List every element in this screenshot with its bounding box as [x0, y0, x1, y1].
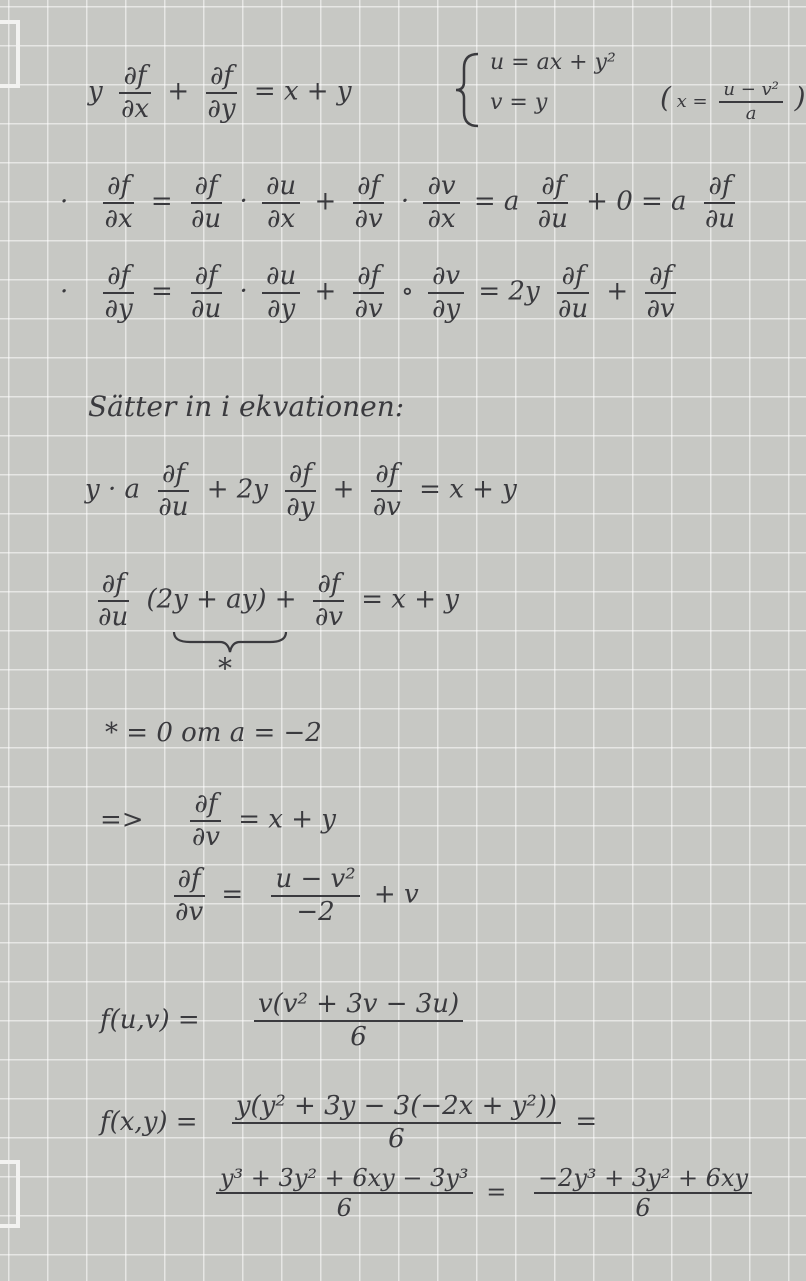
chain-x-t1: $\frac{\partial f}{\partial u}$: [190, 171, 222, 234]
chain-y-line: · $\frac{\partial f}{\partial y}$ = $\frac{\partial f}{\partial u}$ · $\frac{\partial u}{\partial y}$ + $\frac{\partial f}{\partial v}$ ∘ $\frac{\partial v}{\partial y}$ = 2y $\frac{\partial f}{\partial u}$ + $\frac{\partial f}{\partial v}$: [60, 262, 685, 323]
fuv-frac: $\frac{\text{v(v² + 3v − 3u)}}{6}$: [254, 990, 463, 1051]
fuv-line: f(u,v) = $\frac{\text{v(v² + 3v − 3u)}}{6}$: [100, 990, 469, 1051]
section-heading: Sätter in i ekvationen:: [88, 390, 405, 423]
chain-y-t5: $\frac{\partial f}{\partial u}$: [557, 261, 589, 324]
x-inverse-frac: $\frac{\text{u − v²}}{a}$: [719, 80, 783, 124]
final-line: $\frac{\text{y³ + 3y² + 6xy − 3y³}}{6}$ = $\frac{\text{−2y³ + 3y² + 6xy}}{6}$: [210, 1165, 758, 1222]
sub2-paren: (2y + ay): [146, 584, 267, 615]
chain-y-lhs: $\frac{\partial f}{\partial y}$: [104, 261, 133, 324]
sub1-line: y · a $\frac{\partial f}{\partial u}$ + 2y $\frac{\partial f}{\partial y}$ + $\frac{\partial f}{\partial v}$ = x + y: [85, 459, 517, 522]
underbrace-star: *: [218, 652, 232, 685]
paper-edge-bottom: [0, 1160, 20, 1228]
chain-x-t6: $\frac{\partial f}{\partial u}$: [704, 171, 736, 234]
sub1-f1: $\frac{\partial f}{\partial u}$: [158, 459, 189, 522]
chain-x-line: · $\frac{\partial f}{\partial x}$ = $\frac{\partial f}{\partial u}$ · $\frac{\partial u}{\partial x}$ + $\frac{\partial f}{\partial v}$ · $\frac{\partial v}{\partial x}$ = a $\frac{\partial f}{\partial u}$ + 0 = a $\frac{\partial f}{\partial u}$: [60, 172, 745, 233]
chain-x-t3: $\frac{\partial f}{\partial v}$: [354, 171, 383, 234]
final-frac-2: $\frac{\text{−2y³ + 3y² + 6xy}}{6}$: [534, 1165, 752, 1222]
impl1-line: => $\frac{\partial f}{\partial v}$ = x + y: [100, 789, 336, 852]
chain-y-t1: $\frac{\partial f}{\partial u}$: [191, 261, 222, 324]
chain-y-t2: $\frac{\partial u}{\partial y}$: [262, 262, 300, 323]
impl2-frac: $\frac{\partial f}{\partial v}$: [175, 864, 204, 927]
chain-x-t5: $\frac{\partial f}{\partial u}$: [537, 171, 568, 234]
chain-x-lhs: $\frac{\partial f}{\partial x}$: [104, 171, 133, 234]
system-u-def: u = ax + y²: [490, 50, 616, 75]
fxy-frac: $\frac{\text{y(y² + 3y − 3(−2x + y²))}}{6}$: [232, 1092, 561, 1153]
x-inverse-lhs: x =: [676, 90, 708, 112]
chain-y-t6: $\frac{\partial f}{\partial v}$: [646, 261, 675, 324]
pde-line: y $\frac{\partial f}{\partial x}$ + $\frac{\partial f}{\partial y}$ = x + y: [88, 61, 352, 124]
chain-x-t2: $\frac{\partial u}{\partial x}$: [262, 172, 300, 233]
underbrace: [170, 628, 290, 654]
sub2-f1: $\frac{\partial f}{\partial u}$: [98, 569, 129, 632]
sub1-f3: $\frac{\partial f}{\partial v}$: [372, 459, 401, 522]
sub1-f2: $\frac{\partial f}{\partial y}$: [286, 459, 315, 522]
final-frac-1: $\frac{\text{y³ + 3y² + 6xy − 3y³}}{6}$: [216, 1165, 473, 1222]
pde-rhs: = x + y: [253, 76, 352, 107]
chain-y-t3: $\frac{\partial f}{\partial v}$: [354, 261, 383, 324]
paper-edge-top: [0, 20, 20, 88]
impl1-frac: $\frac{\partial f}{\partial v}$: [191, 789, 220, 852]
x-inverse: ( x = $\frac{\text{u − v²}}{a}$ ): [660, 79, 806, 124]
impl2-rhs-frac: $\frac{\text{u − v²}}{-2}$: [271, 865, 359, 926]
impl2-line: $\frac{\partial f}{\partial v}$ = $\frac{\text{u − v²}}{-2}$ + v: [165, 865, 419, 926]
sub2-f2: $\frac{\partial f}{\partial v}$: [314, 569, 343, 632]
pde-df-dx: $\frac{\partial f}{\partial x}$: [120, 61, 150, 124]
condition-line: * = 0 om a = −2: [105, 718, 322, 748]
fxy-line: f(x,y) = $\frac{\text{y(y² + 3y − 3(−2x + y²))}}{6}$ =: [100, 1091, 598, 1154]
chain-x-t4: $\frac{\partial v}{\partial x}$: [423, 172, 459, 233]
sub2-line: $\frac{\partial f}{\partial u}$ (2y + ay) + $\frac{\partial f}{\partial v}$ = x + y: [88, 570, 459, 631]
pde-df-dy: $\frac{\partial f}{\partial y}$: [207, 61, 236, 124]
chain-y-t4: $\frac{\partial v}{\partial y}$: [428, 262, 464, 323]
system-v-def: v = y: [490, 90, 548, 115]
system-brace: [452, 50, 482, 130]
pde-y: y: [88, 76, 103, 107]
